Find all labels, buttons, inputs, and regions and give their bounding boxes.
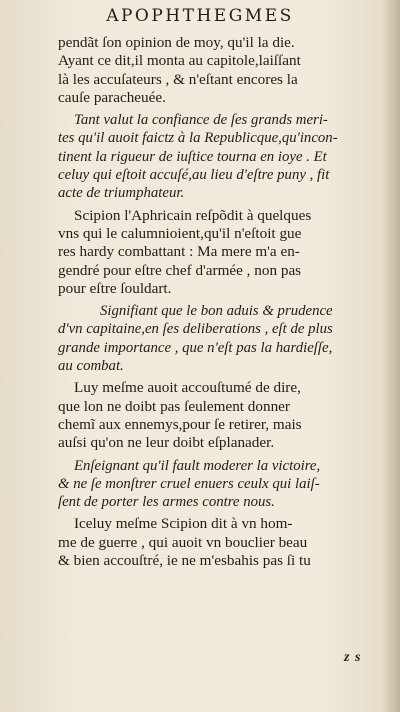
paragraph	[58, 34, 388, 107]
text-line: celuy qui eſtoit accuſé,au lieu d'eſtre puny , fit	[58, 167, 330, 184]
text-line: cauſe paracheuée.	[58, 88, 166, 106]
text-line: Scipion l'Aphricain reſpõdit à quelques	[74, 206, 312, 224]
text-line: que lon ne doibt pas ſeulement donner	[58, 397, 290, 415]
text-line: là les accuſateurs , & n'eſtant encores la	[58, 70, 298, 88]
text-line: d'vn capitaine,en ſes deliberations , eſt de plus	[58, 321, 333, 338]
text-line: Enſeignant qu'il fault moderer la victoire,	[74, 457, 321, 474]
italic-paragraph	[58, 302, 388, 375]
text-line: acte de triumphateur.	[58, 185, 185, 202]
text-line: Signifiant que le bon aduis & prudence	[100, 303, 333, 320]
text-line: vns qui le calumnioient,qu'il n'eſtoit gue	[58, 224, 302, 242]
text-line: res hardy combattant : Ma mere m'a en-	[58, 243, 300, 261]
signature-mark: z s	[344, 650, 362, 665]
text-line: gendré pour eſtre chef d'armée , non pas	[58, 261, 302, 279]
text-line: auſsi qu'on ne leur doibt eſplanader.	[58, 434, 275, 452]
running-header: APOPHTHEGMES	[106, 6, 294, 26]
paragraph	[58, 379, 388, 452]
page-body	[58, 34, 388, 570]
paragraph	[58, 515, 388, 570]
text-line: chemĩ aux ennemys,pour ſe retirer, mais	[58, 415, 302, 433]
text-line: Luy meſme auoit accouſtumé de dire,	[74, 379, 301, 397]
paragraph	[58, 207, 388, 298]
text-line: pendãt ſon opinion de moy, qu'il la die.	[58, 34, 295, 51]
italic-paragraph	[58, 111, 388, 202]
text-line: & bien accouſtré, ie ne m'esbahis pas ſi tu	[58, 552, 311, 570]
text-line: au combat.	[58, 358, 124, 375]
text-line: Ayant ce dit,il monta au capitole,laiſſant	[58, 52, 301, 70]
text-line: me de guerre , qui auoit vn bouclier beau	[58, 533, 308, 551]
italic-paragraph	[58, 457, 388, 512]
text-line: & ne ſe monſtrer cruel enuers ceulx qui laiſ-	[58, 475, 320, 492]
text-line: tinent la rigueur de iuſtice tourna en ioye . Et	[58, 148, 327, 165]
text-line: pour eſtre ſouldart.	[58, 279, 172, 297]
text-line: Iceluy meſme Scipion dit à vn hom-	[74, 515, 293, 533]
text-line: ſent de porter les armes contre nous.	[58, 494, 275, 511]
text-line: grande importance , que n'eſt pas la hardieſſe,	[58, 339, 333, 356]
text-line: tes qu'il auoit faictz à la Republicque,qu'incon-	[58, 130, 338, 147]
text-line: Tant valut la confiance de ſes grands meri-	[74, 112, 328, 129]
